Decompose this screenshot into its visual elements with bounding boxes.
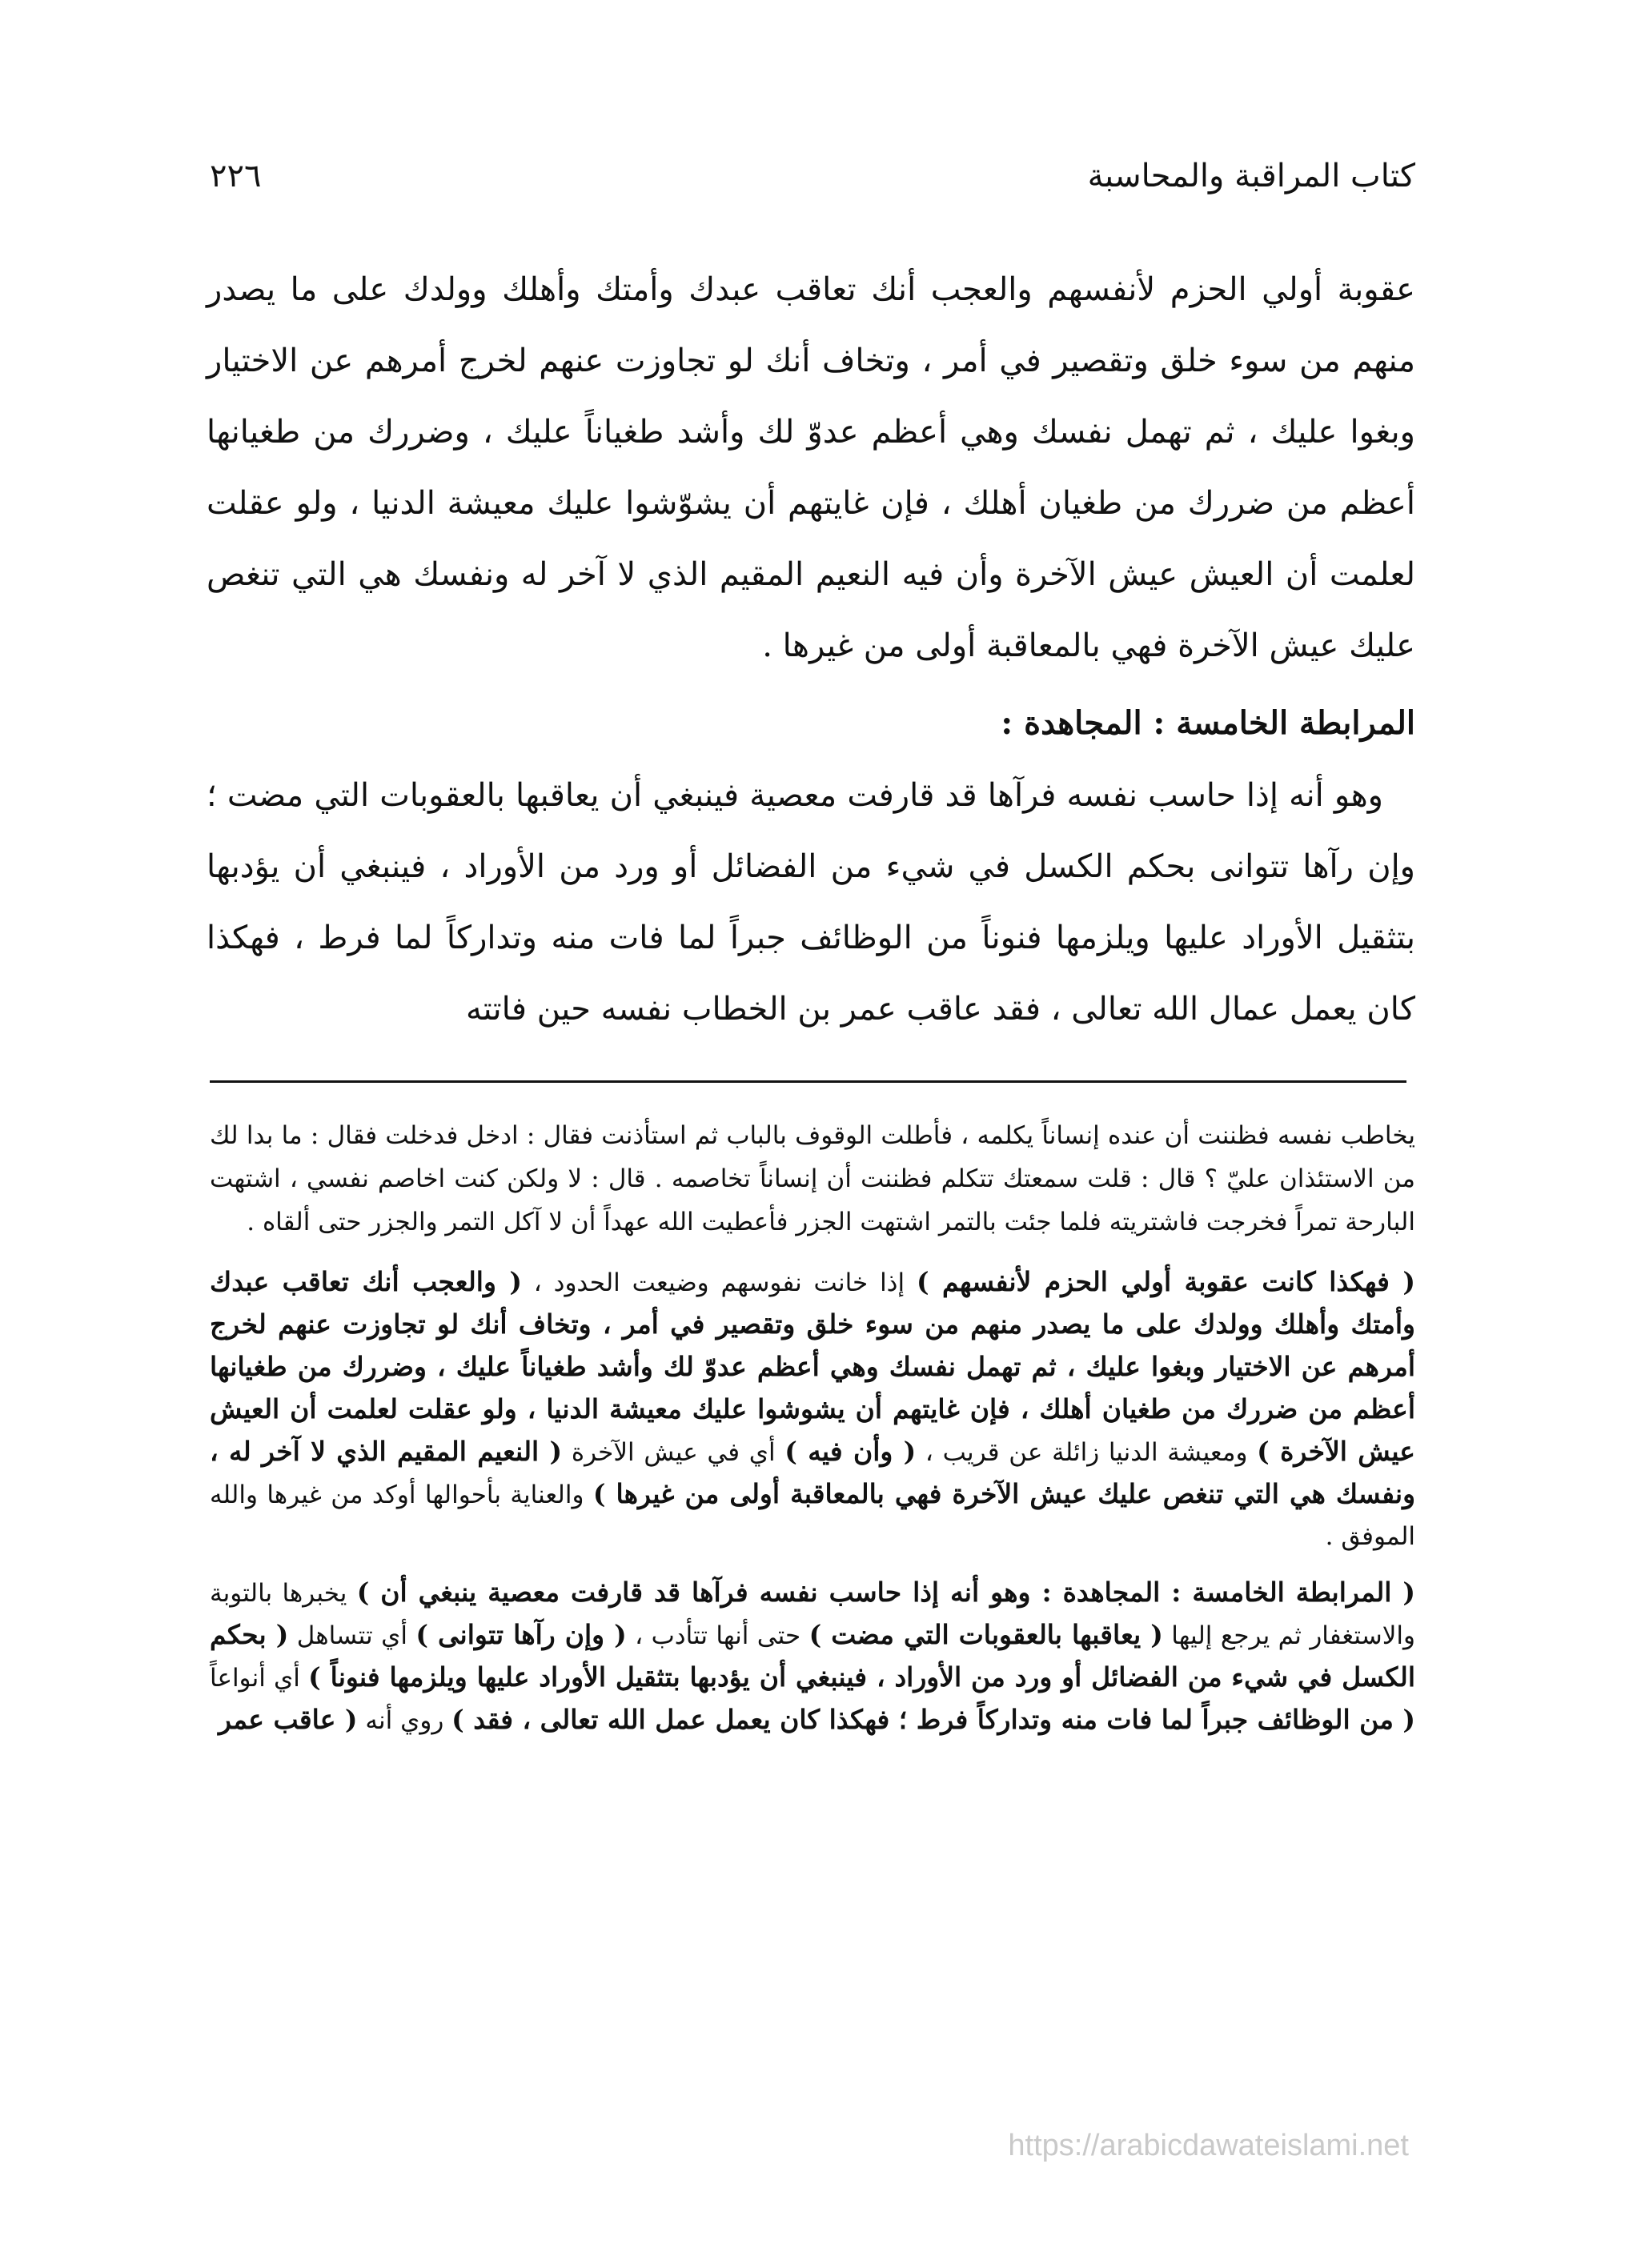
quoted-text: ( فهكذا كانت عقوبة أولي الحزم لأنفسهم ) — [916, 1266, 1415, 1297]
body-paragraph: عقوبة أولي الحزم لأنفسهم والعجب أنك تعاقب عبدك وأمتك وأهلك وولدك على ما يصدر منهم من سوء خلق وتقصير في أمر ، وتخاف أنك لو تجاوزت عنهم لخرج أمرهم عن الاختيار وبغوا عليك ، ثم تهمل نفسك وهي أعظم عدوّ لك وأشد طغياناً عليك ، وضررك من طغيانها أعظم من ضررك من طغيان أهلك ، فإن غايتهم أن يشوّشوا عليك معيشة الدنيا ، ولو عقلت لعلمت أن العيش عيش الآخرة وأن فيه النعيم المقيم الذي لا آخر له ونفسك هي التي تنغص عليك عيش الآخرة فهي بالمعاقبة أولى من غيرها . — [207, 271, 1415, 664]
commentary-text: أي أنواعاً — [210, 1664, 309, 1693]
commentary-text: حتى أنها تتأدب ، — [626, 1621, 809, 1650]
commentary-text: يخبرها بالتوبة والاستغفار ثم يرجع إليها — [210, 1579, 1415, 1650]
quoted-text: ( والعجب أنك تعاقب عبدك وأمتك وأهلك وولدك على ما يصدر منهم من سوء خلق وتقصير في أمر ، وتخاف أنك لو تجاوزت عنهم لخرج أمرهم عن الاختيار وبغوا عليك ، ثم تهمل نفسك وهي أعظم عدوّ لك وأشد طغياناً عليك ، وضررك من طغيانها أعظم من ضررك من طغيان أهلك ، فإن غايتهم أن يشوشوا عليك معيشة الدنيا ، ولو عقلت لعلمت أن العيش عيش الآخرة ) — [210, 1266, 1415, 1467]
running-title: كتاب المراقبة والمحاسبة — [1087, 158, 1415, 194]
quoted-text: ( وإن رآها تتوانى ) — [415, 1619, 627, 1650]
commentary-text: أي تتساهل — [288, 1621, 416, 1650]
footnote-text: يخاطب نفسه فظننت أن عنده إنساناً يكلمه ، فأطلت الوقوف بالباب ثم استأذنت فقال : ادخل فدخلت فقال : ما بدا لك من الاستئذان عليّ ؟ قال : قلت سمعتك تتكلم فظننت أن إنساناً تخاصمه . قال : لا ولكن كنت اخاصم نفسي ، اشتهت البارحة تمراً فخرجت فاشتريته فلما جئت بالتمر اشتهت الجزر فأعطيت الله عهداً أن لا آكل التمر والجزر حتى ألقاه . — [210, 1121, 1415, 1236]
commentary-text: ومعيشة الدنيا زائلة عن قريب ، — [916, 1438, 1258, 1467]
footnotes — [210, 1114, 1415, 1756]
commentary-text: روي أنه — [357, 1706, 452, 1735]
quoted-text: ( يعاقبها بالعقوبات التي مضت ) — [808, 1619, 1163, 1650]
page-number: ٢٢٦ — [210, 158, 262, 194]
main-text — [207, 254, 1415, 1045]
footnote-divider — [210, 1080, 1406, 1083]
quoted-text: ( وأن فيه ) — [784, 1436, 917, 1467]
commentary-text: إذا خانت نفوسهم وضيعت الحدود ، — [521, 1268, 917, 1297]
section-heading: المرابطة الخامسة : المجاهدة : — [1001, 704, 1415, 742]
commentary-text: والعناية بأحوالها أوكد من غيرها والله الموفق . — [210, 1481, 1415, 1551]
running-header — [210, 148, 1415, 204]
quoted-text: ( النعيم المقيم الذي لا آخر له ، ونفسك هي التي تنغص عليك عيش الآخرة فهي بالمعاقبة أولى من غيرها ) — [210, 1436, 1416, 1509]
quoted-text: ( المرابطة الخامسة : المجاهدة : وهو أنه إذا حاسب نفسه فرآها قد قارفت معصية ينبغي أن ) — [356, 1577, 1416, 1608]
quoted-text: ( عاقب عمر — [219, 1704, 358, 1735]
quoted-text: ( من الوظائف جبراً لما فات منه وتداركاً فرط ؛ فهكذا كان يعمل عمل الله تعالى ، فقد ) — [451, 1704, 1415, 1735]
body-paragraph: وهو أنه إذا حاسب نفسه فرآها قد قارفت معصية فينبغي أن يعاقبها بالعقوبات التي مضت ؛ وإن رآها تتوانى بحكم الكسل في شيء من الفضائل أو ورد من الأوراد ، فينبغي أن يؤدبها بتثقيل الأوراد عليها ويلزمها فنوناً من الوظائف جبراً لما فات منه وتداركاً لما فرط ، فهكذا كان يعمل عمال الله تعالى ، فقد عاقب عمر بن الخطاب نفسه حين فاتته — [207, 777, 1415, 1028]
commentary-paragraph — [210, 1572, 1415, 1741]
watermark-url: https://arabicdawateislami.net — [1008, 2129, 1409, 2162]
commentary-paragraph — [210, 1261, 1415, 1557]
quoted-text: ( بحكم الكسل في شيء من الفضائل أو ورد من الأوراد ، فينبغي أن يؤدبها بتثقيل الأوراد عليها ويلزمها فنوناً ) — [210, 1619, 1415, 1693]
commentary-text: أي في عيش الآخرة — [562, 1438, 785, 1467]
